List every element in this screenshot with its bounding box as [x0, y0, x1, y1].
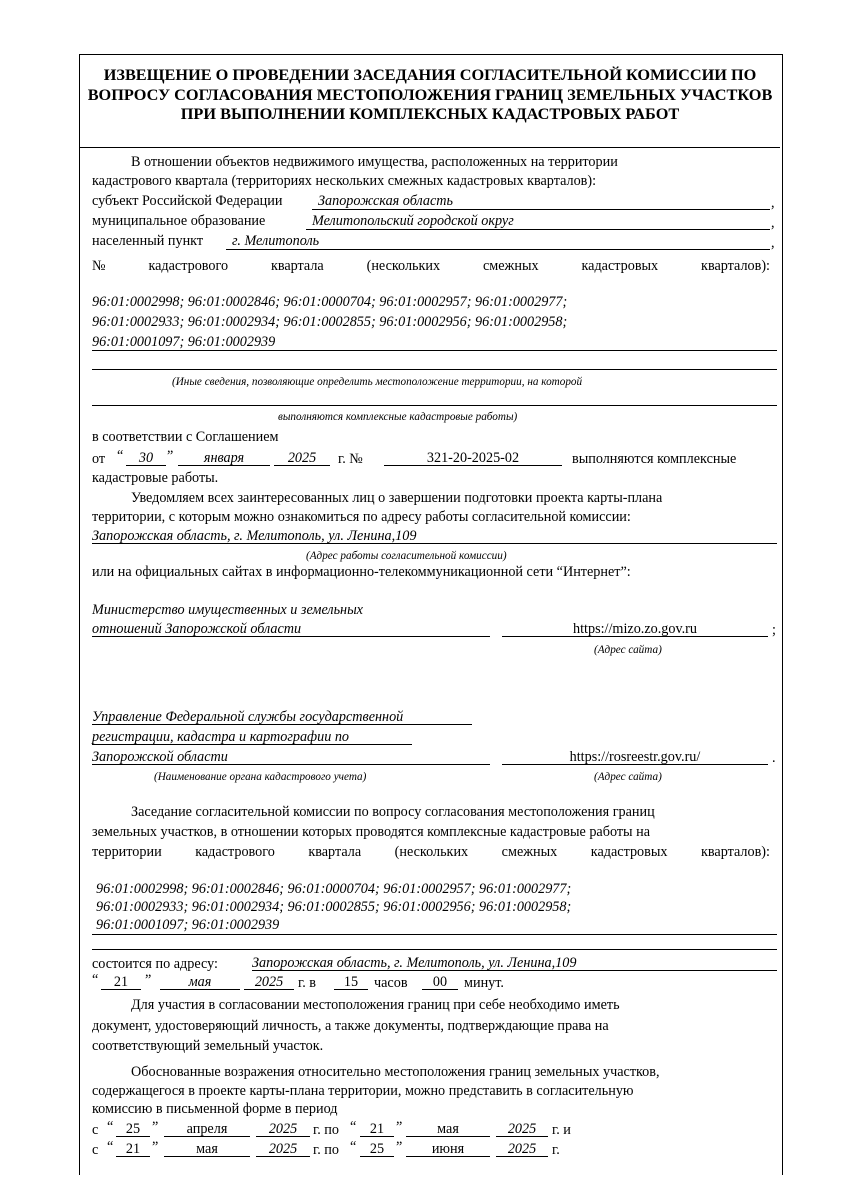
meeting-hour: 15: [334, 973, 368, 990]
title-divider: [80, 147, 780, 148]
quarter-list-line: 96:01:0002933; 96:01:0002934; 96:01:0002855; 96:01:0002956; 96:01:0002958;: [92, 314, 568, 330]
period2-to-year: 2025: [496, 1140, 548, 1157]
period2-from-month: мая: [164, 1140, 250, 1157]
quote-open: “: [107, 1139, 114, 1155]
notice-line-2: территории, с которым можно ознакомиться по адресу работы согласительной комиссии:: [92, 509, 631, 525]
municipality-comma: ,: [771, 215, 775, 231]
period1-from-year: 2025: [256, 1120, 310, 1137]
meeting-line-2: земельных участков, в отношении которых проводятся комплексные кадастровые работы на: [92, 824, 651, 840]
period1-from-day: 25: [116, 1120, 150, 1137]
meeting-quarter-line: 96:01:0002998; 96:01:0002846; 96:01:0000704; 96:01:0002957; 96:01:0002977;: [96, 881, 572, 897]
label-word: смежных: [501, 844, 558, 860]
period1-to-year: 2025: [496, 1120, 548, 1137]
meeting-quarter-rule: [92, 934, 777, 935]
agreement-year: 2025: [274, 449, 330, 466]
period1-to-month: мая: [406, 1120, 490, 1137]
participation-line-1: Для участия в согласовании местоположения границ при себе необходимо иметь: [131, 997, 620, 1013]
quote-close: ”: [152, 1119, 159, 1135]
agreement-month: января: [178, 449, 270, 466]
label-word: кварталов):: [701, 258, 770, 274]
site2-url: https://rosreestr.gov.ru/: [502, 748, 768, 765]
site1-end: ;: [772, 622, 776, 638]
label-word: №: [92, 258, 106, 274]
site1-org-line-2: отношений Запорожской области: [92, 620, 490, 637]
label-word: кварталов):: [701, 844, 770, 860]
site1-org-line-1: Министерство имущественных и земельных: [92, 602, 363, 618]
period2-g: г.: [552, 1142, 560, 1158]
period2-s: с: [92, 1142, 99, 1158]
document-title: ИЗВЕЩЕНИЕ О ПРОВЕДЕНИИ ЗАСЕДАНИЯ СОГЛАСИТЕЛЬНОЙ КОМИССИИ ПО ВОПРОСУ СОГЛАСОВАНИЯ МЕСТОПОЛОЖЕНИЯ ГРАНИЦ ЗЕМЕЛЬНЫХ УЧАСТКОВ ПРИ ВЫПОЛНЕНИИ КОМПЛЕКСНЫХ КАДАСТРОВЫХ РАБОТ: [87, 65, 773, 123]
objections-line-2: содержащегося в проекте карты-плана территории, можно представить в согласительную: [92, 1083, 634, 1099]
meeting-year: 2025: [244, 973, 294, 990]
agreement-line-1: в соответствии с Соглашением: [92, 429, 279, 445]
other-info-caption-2: выполняются комплексные кадастровые работы): [278, 411, 518, 423]
other-info-caption-1: (Иные сведения, позволяющие определить местоположение территории, на которой: [172, 376, 583, 388]
label-word: квартала: [270, 258, 324, 274]
quote-open: “: [107, 1119, 114, 1135]
quote-close: ”: [396, 1119, 403, 1135]
label-word: (нескольких: [366, 258, 441, 274]
objections-line-1: Обоснованные возражения относительно местоположения границ земельных участков,: [131, 1064, 660, 1080]
agreement-day: 30: [126, 449, 166, 466]
site2-org-line-2: регистрации, кадастра и картографии по: [92, 728, 412, 745]
period2-to-day: 25: [360, 1140, 394, 1157]
agreement-number-label: г. №: [338, 451, 363, 467]
label-word: кадастрового: [148, 258, 229, 274]
subject-comma: ,: [771, 195, 775, 211]
participation-line-2: документ, удостоверяющий личность, а также документы, подтверждающие права на: [92, 1018, 609, 1034]
agreement-line-3: кадастровые работы.: [92, 470, 219, 486]
agreement-tail: выполняются комплексные: [572, 451, 737, 467]
participation-line-3: соответствующий земельный участок.: [92, 1038, 324, 1054]
meeting-year-suffix: г. в: [298, 975, 317, 991]
commission-address: Запорожская область, г. Мелитополь, ул. Ленина,109: [92, 527, 777, 544]
meeting-line-3: [92, 843, 770, 861]
meeting-hours-word: часов: [374, 975, 408, 991]
meeting-address-value: Запорожская область, г. Мелитополь, ул. Ленина,109: [252, 954, 777, 971]
site2-org-line-3: Запорожской области: [92, 748, 490, 765]
meeting-day: 21: [101, 973, 141, 990]
notice-line-1: Уведомляем всех заинтересованных лиц о завершении подготовки проекта карты-плана: [131, 490, 663, 506]
period1-s: с: [92, 1122, 99, 1138]
commission-address-caption: (Адрес работы согласительной комиссии): [306, 550, 507, 562]
site1-url-caption: (Адрес сайта): [594, 644, 662, 656]
meeting-address-label: состоится по адресу:: [92, 956, 218, 972]
meeting-quarter-line: 96:01:0002933; 96:01:0002934; 96:01:0002855; 96:01:0002956; 96:01:0002958;: [96, 899, 572, 915]
site2-end: .: [772, 750, 776, 766]
municipality-value: Мелитопольский городской округ: [312, 213, 514, 229]
meeting-minutes-word: минут.: [464, 975, 504, 991]
period1-po: г. по: [313, 1122, 339, 1138]
quote-close: ”: [152, 1139, 159, 1155]
site2-org-line-1: Управление Федеральной службы государственной: [92, 708, 472, 725]
meeting-line-1: Заседание согласительной комиссии по вопросу согласования местоположения границ: [131, 804, 655, 820]
quarter-list-line: 96:01:0001097; 96:01:0002939: [92, 334, 276, 350]
quote-open: “: [92, 972, 99, 988]
meeting-separator-rule: [92, 949, 777, 950]
subject-label: субъект Российской Федерации: [92, 193, 283, 209]
sites-line: или на официальных сайтах в информационно-телекоммуникационной сети “Интернет”:: [92, 564, 631, 580]
quote-close: ”: [396, 1139, 403, 1155]
meeting-quarter-line: 96:01:0001097; 96:01:0002939: [96, 917, 280, 933]
quarter-list-rule: [92, 350, 777, 351]
label-word: смежных: [482, 258, 539, 274]
label-word: (нескольких: [394, 844, 469, 860]
settlement-value: г. Мелитополь: [232, 233, 320, 249]
quote-open: “: [350, 1119, 357, 1135]
quarter-list-line: 96:01:0002998; 96:01:0002846; 96:01:0000704; 96:01:0002957; 96:01:0002977;: [92, 294, 568, 310]
other-info-rule-1: [92, 369, 777, 370]
intro-line-1: В отношении объектов недвижимого имущества, расположенных на территории: [131, 154, 618, 170]
meeting-month: мая: [160, 973, 240, 990]
period1-to-day: 21: [360, 1120, 394, 1137]
quote-close: ”: [145, 972, 152, 988]
period1-gi: г. и: [552, 1122, 571, 1138]
agreement-from: от: [92, 451, 106, 467]
label-word: квартала: [308, 844, 362, 860]
other-info-rule-2: [92, 405, 777, 406]
subject-value: Запорожская область: [318, 193, 453, 209]
label-word: кадастрового: [195, 844, 275, 860]
label-word: кадастровых: [590, 844, 668, 860]
period2-po: г. по: [313, 1142, 339, 1158]
quote-close: ”: [167, 448, 174, 464]
period1-from-month: апреля: [164, 1120, 250, 1137]
meeting-minute: 00: [422, 973, 458, 990]
period2-to-month: июня: [406, 1140, 490, 1157]
label-word: территории: [92, 844, 162, 860]
site2-url-caption: (Адрес сайта): [594, 771, 662, 783]
quote-open: “: [350, 1139, 357, 1155]
intro-line-2: кадастрового квартала (территориях нескольких смежных кадастровых кварталов):: [92, 173, 597, 189]
period2-from-day: 21: [116, 1140, 150, 1157]
settlement-comma: ,: [771, 235, 775, 251]
settlement-label: населенный пункт: [92, 233, 204, 249]
quote-open: “: [117, 448, 124, 464]
quarters-label: [92, 257, 770, 275]
site1-url: https://mizo.zo.gov.ru: [502, 620, 768, 637]
label-word: кадастровых: [581, 258, 659, 274]
agreement-number: 321-20-2025-02: [384, 449, 562, 466]
objections-line-3: комиссию в письменной форме в период: [92, 1101, 338, 1117]
municipality-label: муниципальное образование: [92, 213, 266, 229]
period2-from-year: 2025: [256, 1140, 310, 1157]
site2-org-caption: (Наименование органа кадастрового учета): [154, 771, 367, 783]
